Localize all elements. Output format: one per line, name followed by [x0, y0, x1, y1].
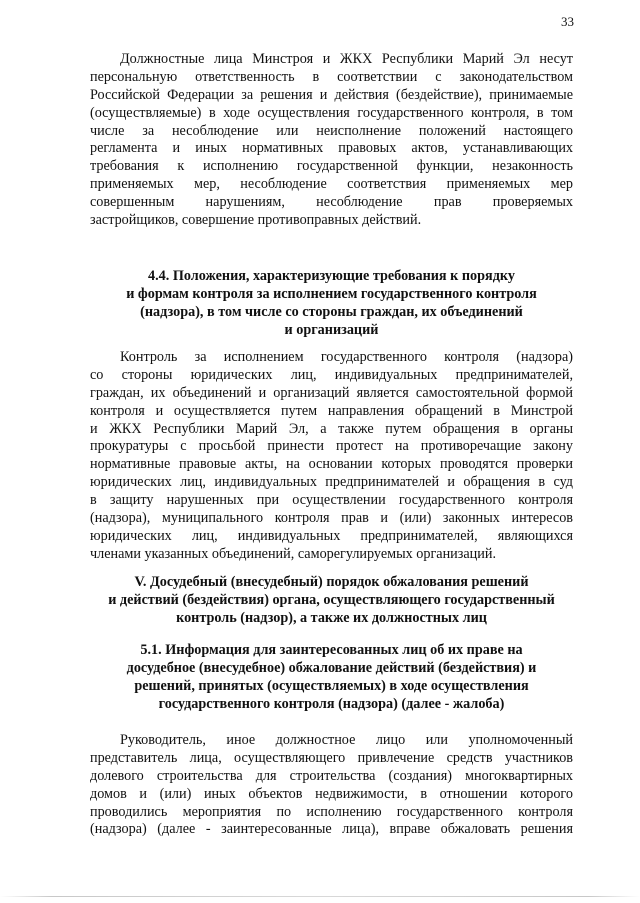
- paragraph-control-by-citizens: [90, 349, 573, 564]
- heading-line: и действий (бездействия) органа, осуществляющего государственный: [108, 591, 555, 608]
- text-line: применяемых мер, несоблюдение соответствия применяемых мер: [90, 176, 573, 193]
- text-line: (надзора), муниципального контроля прав и (или) законных интересов: [90, 510, 573, 527]
- text-line: нормативные правовые акты, на основании которых проводятся проверки: [90, 456, 573, 473]
- paragraph-officials-responsibility: [90, 51, 573, 230]
- text-line: совершенным нарушениям, несоблюдение прав проверяемых: [90, 194, 573, 211]
- paragraph-interested-parties: [90, 732, 573, 839]
- text-line: требования к исполнению государственной функции, незаконность: [90, 158, 573, 175]
- text-line: домов и (или) иных объектов недвижимости, в отношении которого: [90, 785, 573, 802]
- section-heading-5-1: [90, 642, 573, 714]
- text-line: застройщиков, совершение противоправных действий.: [90, 212, 422, 229]
- heading-line: 4.4. Положения, характеризующие требования к порядку: [148, 268, 515, 284]
- text-line: регламента и иных нормативных правовых актов, устанавливающих: [90, 140, 573, 157]
- page-bottom-edge: [0, 896, 640, 897]
- heading-line: (надзора), в том числе со стороны граждан, их объединений: [140, 303, 523, 320]
- text-line: Руководитель, иное должностное лицо или уполномоченный: [120, 732, 573, 748]
- text-line: и ЖКХ Республики Марий Эл, а также путем обращения в органы: [90, 420, 573, 437]
- text-line: представитель лица, осуществляющего привлечение средств участников: [90, 749, 573, 766]
- text-line: контроля и осуществляется путем направления обращений в Минстрой: [90, 402, 573, 419]
- text-line: юридических лиц, индивидуальных предпринимателей и обращения в суд: [90, 474, 573, 491]
- heading-line: V. Досудебный (внесудебный) порядок обжалования решений: [134, 574, 529, 590]
- text-line: долевого строительства для строительства (создания) многоквартирных: [90, 767, 573, 784]
- text-line: со стороны юридических лиц, индивидуальных предпринимателей,: [90, 366, 573, 383]
- text-line: в защиту нарушенных при осуществлении государственного контроля: [90, 492, 573, 509]
- heading-line: досудебное (внесудебное) обжалование действий (бездействия) и: [126, 659, 537, 676]
- text-line: прокуратуры с просьбой принести протест на противоречащие закону: [90, 438, 573, 455]
- text-line: членами указанных объединений, саморегулируемых организаций.: [90, 545, 496, 562]
- heading-line: государственного контроля (надзора) (далее - жалоба): [158, 695, 505, 712]
- text-line: Должностные лица Минстроя и ЖКХ Республики Марий Эл несут: [120, 51, 573, 67]
- heading-line: и формам контроля за исполнением государственного контроля: [126, 285, 537, 302]
- text-line: числе за несоблюдение или неисполнение положений настоящего: [90, 122, 573, 139]
- text-line: (надзора) (далее - заинтересованные лица), вправе обжаловать решения: [90, 821, 573, 838]
- text-line: граждан, их объединений и организаций является самостоятельной формой: [90, 384, 573, 401]
- text-line: юридических лиц, индивидуальных предпринимателей, являющихся: [90, 527, 573, 544]
- text-line: персональную ответственность в соответствии с законодательством: [90, 68, 573, 85]
- heading-line: 5.1. Информация для заинтересованных лиц об их праве на: [140, 642, 523, 658]
- heading-line: и организаций: [284, 321, 379, 338]
- section-heading-v: [90, 574, 573, 628]
- text-line: Контроль за исполнением государственного контроля (надзора): [120, 349, 573, 365]
- text-line: Российской Федерации за решения и действия (бездействие), принимаемые: [90, 86, 573, 103]
- heading-line: решений, принятых (осуществляемых) в ходе осуществления: [134, 677, 529, 694]
- heading-line: контроль (надзор), а также их должностных лиц: [176, 609, 487, 626]
- text-line: (осуществляемые) в ходе осуществления государственного контроля, в том: [90, 104, 573, 121]
- text-line: проводились мероприятия по исполнению государственного контроля: [90, 803, 573, 820]
- section-heading-4-4: [90, 268, 573, 340]
- page-number: 33: [561, 14, 574, 29]
